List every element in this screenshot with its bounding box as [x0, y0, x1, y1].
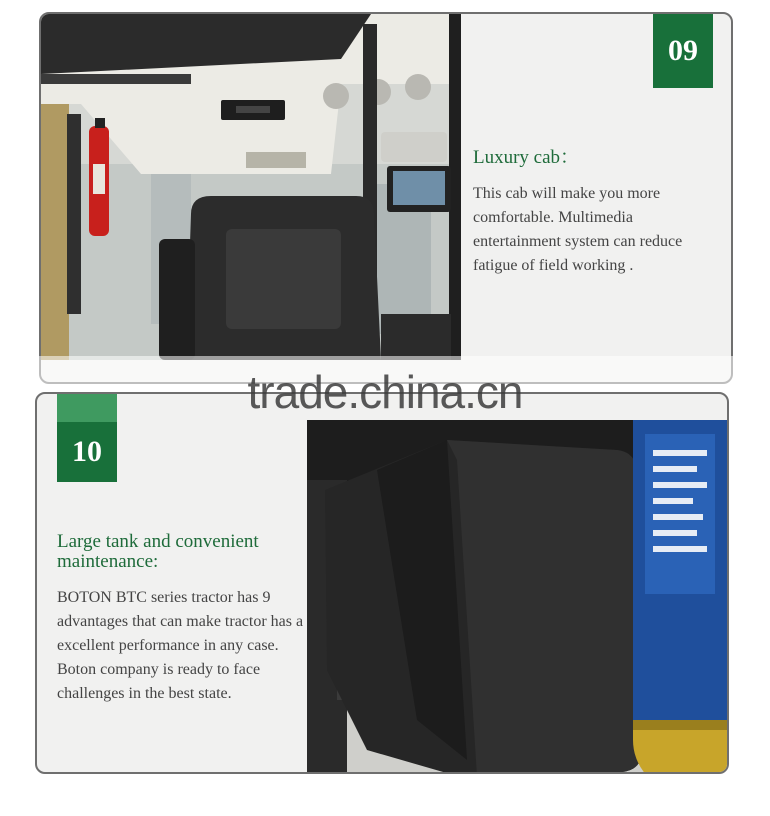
tank-feature-panel	[35, 392, 729, 774]
tank-heading: Large tank and convenient maintenance:	[57, 531, 259, 572]
cab-heading: Luxury cab：	[473, 147, 580, 168]
tractor-cab-photo	[41, 14, 461, 360]
cab-description: This cab will make you more comfortable. Multimedia entertainment system can reduce fatigue of field working .	[473, 185, 683, 274]
watermark-text: trade.china.cn	[247, 366, 523, 418]
cab-feature-panel	[39, 12, 733, 384]
section-number-badge: 10	[57, 422, 117, 482]
tank-description: BOTON BTC series tractor has 9 advantages that can make tractor has a excellent performance in any case. Boton company is ready to face challenges in the best state.	[57, 589, 304, 702]
section-number-badge: 09	[653, 14, 713, 88]
fuel-tank-photo	[307, 420, 729, 774]
